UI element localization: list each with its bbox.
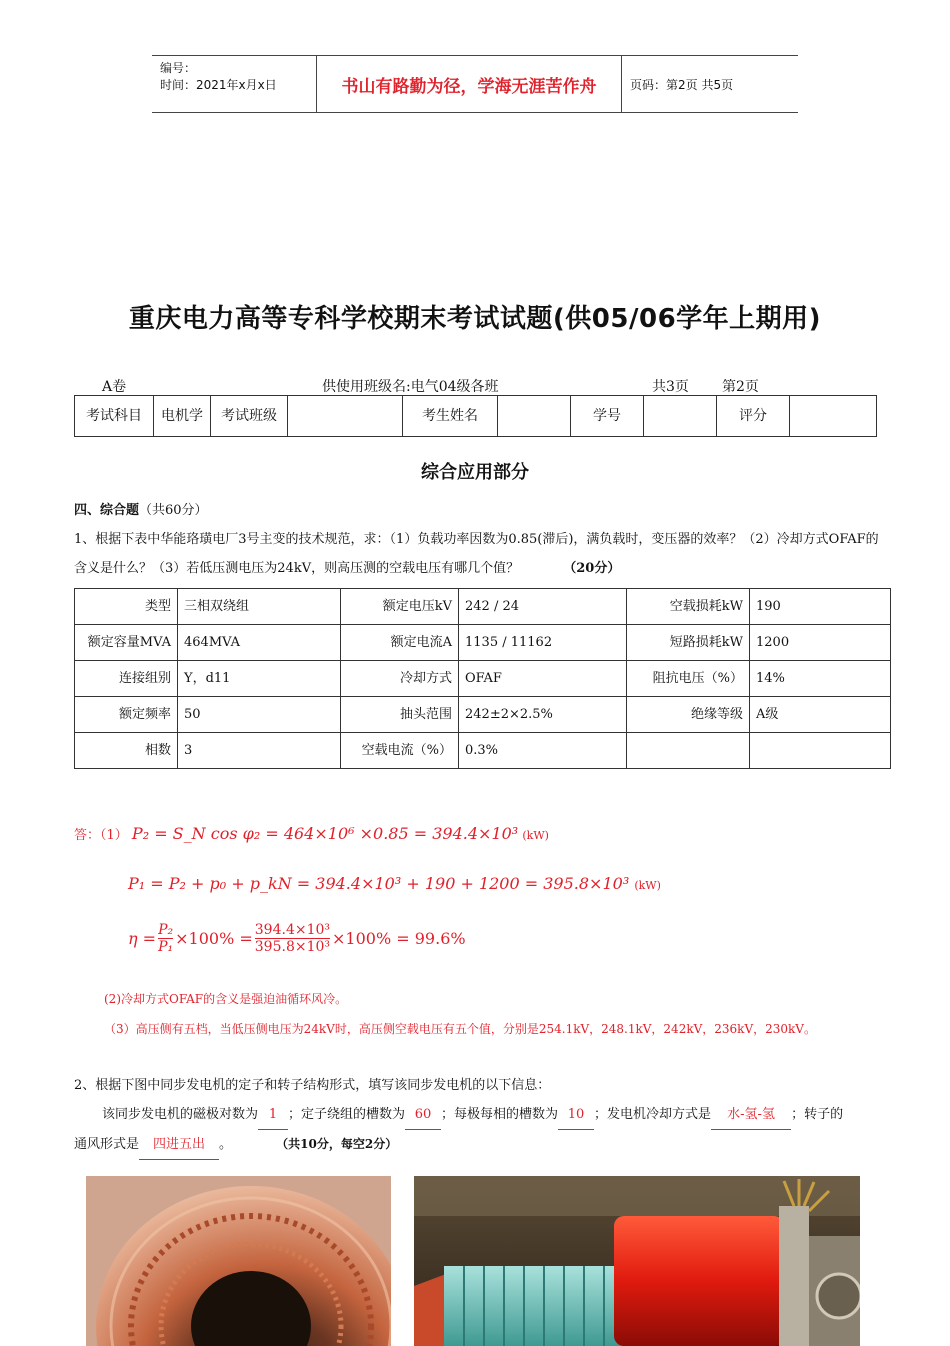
exam-title: 重庆电力高等专科学校期末考试试题(供05/06学年上期用) — [128, 304, 822, 334]
fill-text-6: 通风形式是 — [74, 1137, 140, 1152]
id-field[interactable] — [644, 396, 717, 437]
spec-key-cell: 额定电压kV — [341, 589, 459, 625]
fill-text-1: 该同步发电机的磁极对数为 — [102, 1107, 259, 1122]
fill-text-2: ；定子绕组的槽数为 — [288, 1107, 406, 1122]
spec-value-cell: 464MVA — [178, 625, 341, 661]
spec-key-cell: 阻抗电压（%） — [627, 661, 750, 697]
equation-p1: P₁ = P₂ + p₀ + p_kN = 394.4×10³ + 190 + 1200 = 395.8×10³ — [128, 874, 630, 893]
class-field[interactable] — [288, 396, 403, 437]
spec-value-cell: 0.3% — [459, 733, 627, 769]
cooling-method-blank[interactable]: 水-氢-氢 — [711, 1100, 791, 1130]
table-row — [75, 661, 891, 697]
frac-num: P₂ — [158, 922, 174, 938]
slots-blank[interactable]: 60 — [405, 1100, 441, 1130]
fraction-p2-p1 — [158, 922, 173, 955]
answer-prefix: 答：（1） — [74, 828, 128, 843]
spec-value-cell: 50 — [178, 697, 341, 733]
spec-key-cell: 相数 — [75, 733, 178, 769]
question-1-points: （20分） — [563, 561, 621, 576]
equation-p1-unit: (kW) — [634, 879, 661, 892]
spec-key-cell: 类型 — [75, 589, 178, 625]
section-title: 综合应用部分 — [421, 462, 529, 483]
score-field[interactable] — [790, 396, 877, 437]
spec-value-cell: Y，d11 — [178, 661, 341, 697]
subject-value: 电机学 — [154, 396, 211, 437]
efficiency-equation — [128, 922, 466, 955]
spec-value-cell: 1200 — [750, 625, 891, 661]
part-title: 四、综合题 — [74, 503, 140, 518]
frac-den: P₁ — [158, 939, 174, 955]
spec-key-cell: 空载电流（%） — [341, 733, 459, 769]
header-motto: 书山有路勤为径，学海无涯苦作舟 — [316, 56, 622, 112]
answer-2: (2)冷却方式OFAF的含义是强迫油循环风冷。 — [104, 992, 348, 1006]
exam-info-table — [74, 395, 877, 437]
spec-key-cell: 连接组别 — [75, 661, 178, 697]
spec-value-cell: 3 — [178, 733, 341, 769]
slots-per-pole-phase-blank[interactable]: 10 — [558, 1100, 594, 1130]
spec-value-cell: 14% — [750, 661, 891, 697]
part-heading — [74, 496, 208, 525]
classes-label: 供使用班级名:电气04级各班 — [322, 379, 499, 395]
spec-key-cell: 冷却方式 — [341, 661, 459, 697]
page-header — [152, 55, 798, 113]
eta-tail: ×100% = 99.6% — [332, 929, 466, 948]
fill-text-7: 。 — [219, 1137, 233, 1152]
part-points: （共60分） — [139, 503, 208, 518]
frac-num-2: 394.4×10³ — [254, 922, 331, 938]
number-label: 编号： — [160, 61, 197, 75]
subject-label: 考试科目 — [75, 396, 154, 437]
question-2-text: 2、根据下图中同步发电机的定子和转子结构形式，填写该同步发电机的以下信息： — [74, 1078, 551, 1093]
table-row — [75, 733, 891, 769]
spec-value-cell: 242 / 24 — [459, 589, 627, 625]
eta-mid: ×100% = — [175, 929, 253, 948]
total-pages: 共3页 — [652, 379, 689, 395]
table-row — [75, 625, 891, 661]
question-1 — [74, 525, 882, 583]
transformer-spec-table — [74, 588, 891, 769]
spec-key-cell: 额定频率 — [75, 697, 178, 733]
frac-den-2: 395.8×10³ — [254, 939, 331, 955]
question-2-points: （共10分，每空2分） — [276, 1137, 398, 1151]
fill-text-4: ；发电机冷却方式是 — [594, 1107, 712, 1122]
fill-text-3: ；每极每相的槽数为 — [441, 1107, 559, 1122]
spec-value-cell: 242±2×2.5% — [459, 697, 627, 733]
answer-1-line — [74, 824, 549, 843]
score-label: 评分 — [717, 396, 790, 437]
stator-photo — [86, 1176, 391, 1346]
equation-p2: P₂ = S_N cos φ₂ = 464×10⁶ ×0.85 = 394.4×10³ — [131, 824, 519, 843]
spec-key-cell: 短路损耗kW — [627, 625, 750, 661]
current-page: 第2页 — [722, 379, 759, 395]
id-label: 学号 — [571, 396, 644, 437]
spec-value-cell: 1135 / 11162 — [459, 625, 627, 661]
name-field[interactable] — [498, 396, 571, 437]
table-row — [75, 697, 891, 733]
question-2-fill — [74, 1100, 882, 1160]
header-page-info: 页码：第2页 共5页 — [630, 78, 734, 92]
spec-value-cell: OFAF — [459, 661, 627, 697]
fill-text-5: ；转子的 — [791, 1107, 844, 1122]
answer-3: （3）高压侧有五档，当低压侧电压为24kV时，高压侧空载电压有五个值，分别是254.1kV，248.1kV，242kV，236kV，230kV。 — [104, 1022, 816, 1036]
fraction-values — [255, 922, 330, 955]
spec-key-cell: 绝缘等级 — [627, 697, 750, 733]
answer-1b-line — [128, 874, 661, 893]
paper-label: A卷 — [102, 379, 127, 395]
question-1-text: 1、根据下表中华能珞璜电厂3号主变的技术规范，求：（1）负载功率因数为0.85(滞后)，满负载时，变压器的效率？（2）冷却方式OFAF的含义是什么？（3）若低压测电压为24kV，则高压测的空载电压有哪几个值？ — [74, 532, 879, 576]
class-label: 考试班级 — [211, 396, 288, 437]
spec-value-cell: 三相双绕组 — [178, 589, 341, 625]
spec-key-cell — [627, 733, 750, 769]
ventilation-blank[interactable]: 四进五出 — [139, 1130, 219, 1160]
equation-p2-unit: (kW) — [522, 829, 549, 842]
eta-lhs: η = — [128, 929, 157, 948]
spec-key-cell: 抽头范围 — [341, 697, 459, 733]
spec-value-cell — [750, 733, 891, 769]
rotor-photo — [414, 1176, 860, 1346]
table-row — [75, 589, 891, 625]
pole-pairs-blank[interactable]: 1 — [258, 1100, 288, 1130]
spec-key-cell: 额定电流A — [341, 625, 459, 661]
spec-value-cell: A级 — [750, 697, 891, 733]
name-label: 考生姓名 — [403, 396, 498, 437]
header-left — [160, 60, 277, 94]
spec-key-cell: 空载损耗kW — [627, 589, 750, 625]
rotor-illustration — [414, 1176, 860, 1346]
spec-key-cell: 额定容量MVA — [75, 625, 178, 661]
stator-illustration — [86, 1176, 391, 1346]
time-label: 时间：2021年x月x日 — [160, 78, 277, 92]
spec-value-cell: 190 — [750, 589, 891, 625]
